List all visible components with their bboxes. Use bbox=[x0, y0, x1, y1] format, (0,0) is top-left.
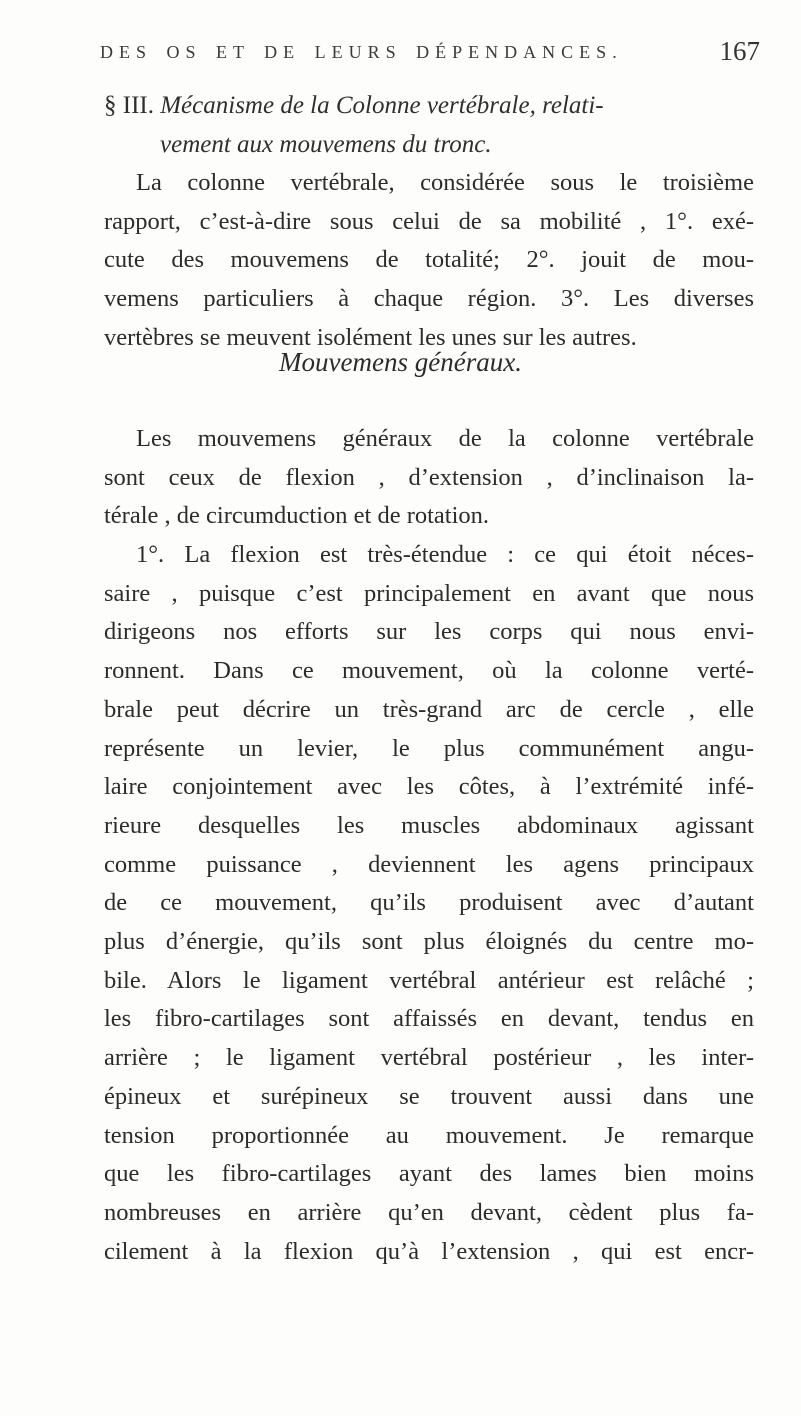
text-line: brale peut décrire un très-grand arc de cercle , elle bbox=[104, 695, 754, 723]
general-paragraph bbox=[104, 420, 754, 536]
text-line: tension proportionnée au mouvement. Je remarque bbox=[104, 1121, 754, 1149]
text-line: cute des mouvemens de totalité; 2°. jouit de mou- bbox=[104, 246, 754, 274]
text-line: arrière ; le ligament vertébral postérieur , les inter- bbox=[104, 1044, 754, 1072]
running-title: DES OS ET DE LEURS DÉPENDANCES. bbox=[100, 42, 623, 62]
text-line: La colonne vertébrale, considérée sous le troisième bbox=[136, 169, 754, 196]
section-title-line2: vement aux mouvemens du tronc. bbox=[160, 131, 492, 158]
text-line: les fibro-cartilages sont affaissés en devant, tendus en bbox=[104, 1005, 754, 1033]
text-line: de ce mouvement, qu’ils produisent avec d’autant bbox=[104, 889, 754, 917]
intro-paragraph bbox=[104, 164, 754, 358]
text-line: ronnent. Dans ce mouvement, où la colonne verté- bbox=[104, 657, 754, 685]
subheading: Mouvemens généraux. bbox=[279, 347, 522, 377]
flexion-paragraph bbox=[104, 536, 754, 1271]
section-marker: § III. bbox=[104, 92, 154, 119]
text-line: 1°. La flexion est très-étendue : ce qui étoit néces- bbox=[136, 541, 754, 568]
text-line: épineux et surépineux se trouvent aussi dans une bbox=[104, 1082, 754, 1110]
text-line: comme puissance , deviennent les agens principaux bbox=[104, 850, 754, 878]
text-line: rapport, c’est-à-dire sous celui de sa mobilité , 1°. exé- bbox=[104, 207, 754, 235]
text-line: représente un levier, le plus communément angu- bbox=[104, 734, 754, 762]
text-line: que les fibro-cartilages ayant des lames bien moins bbox=[104, 1160, 754, 1188]
text-line: vertèbres se meuvent isolément les unes sur les autres. bbox=[104, 323, 637, 351]
page-number: 167 bbox=[719, 36, 760, 66]
section-title-line1: Mécanisme de la Colonne vertébrale, relati- bbox=[160, 92, 604, 119]
text-line: cilement à la flexion qu’à l’extension , qui est encr- bbox=[104, 1237, 754, 1265]
text-line: Les mouvemens généraux de la colonne vertébrale bbox=[136, 425, 754, 452]
text-line: térale , de circumduction et de rotation. bbox=[104, 502, 490, 530]
text-line: plus d’énergie, qu’ils sont plus éloignés du centre mo- bbox=[104, 928, 754, 956]
text-line: nombreuses en arrière qu’en devant, cèdent plus fa- bbox=[104, 1198, 754, 1226]
text-line: rieure desquelles les muscles abdominaux agissant bbox=[104, 811, 754, 839]
text-line: saire , puisque c’est principalement en avant que nous bbox=[104, 579, 754, 607]
text-line: laire conjointement avec les côtes, à l’extrémité infé- bbox=[104, 773, 754, 801]
text-line: sont ceux de flexion , d’extension , d’inclinaison la- bbox=[104, 463, 754, 491]
running-head bbox=[100, 36, 760, 70]
section-heading bbox=[104, 86, 734, 164]
text-line: dirigeons nos efforts sur les corps qui nous envi- bbox=[104, 618, 754, 646]
text-line: bile. Alors le ligament vertébral antérieur est relâché ; bbox=[104, 966, 754, 994]
text-line: vemens particuliers à chaque région. 3°. Les diverses bbox=[104, 285, 754, 313]
